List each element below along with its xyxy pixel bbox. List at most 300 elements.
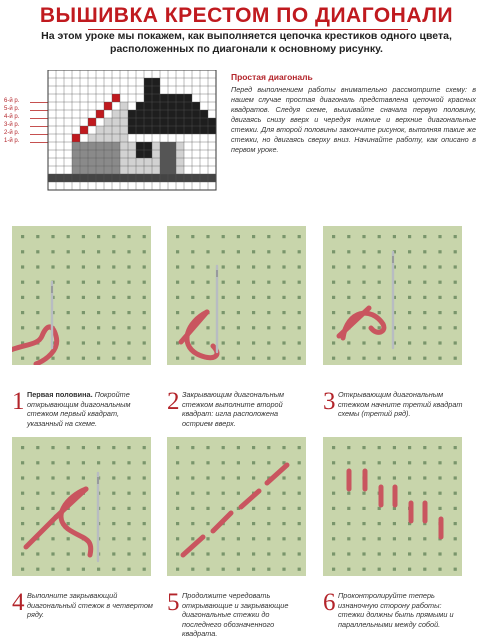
fabric-hole (408, 461, 411, 464)
fabric-hole (298, 326, 301, 329)
fabric-hole (222, 311, 225, 314)
fabric-hole (438, 492, 441, 495)
wall-cell (80, 150, 88, 158)
wall-light-cell (136, 166, 144, 174)
step-1-heading: Первая половина. (27, 390, 93, 399)
door-cell (160, 166, 168, 174)
fabric-hole (143, 507, 146, 510)
fabric-hole (21, 461, 24, 464)
wall-cell (80, 158, 88, 166)
fabric-hole (378, 537, 381, 540)
fabric-hole (222, 537, 225, 540)
roof-cell (160, 110, 168, 118)
wall-light-cell (128, 158, 136, 166)
fabric-hole (21, 476, 24, 479)
fabric-hole (21, 446, 24, 449)
fabric-hole (267, 461, 270, 464)
fabric-hole (237, 357, 240, 360)
fabric-hole (222, 568, 225, 571)
row-label-3: 3-й р. (4, 122, 20, 128)
fabric-hole (378, 235, 381, 238)
fabric-hole (347, 311, 350, 314)
fabric-hole (282, 492, 285, 495)
fabric-hole (237, 250, 240, 253)
roof-light-cell (120, 126, 128, 134)
fabric-hole (21, 568, 24, 571)
fabric-hole (206, 265, 209, 268)
wall-light-cell (120, 158, 128, 166)
fabric-hole (362, 250, 365, 253)
fabric-hole (67, 250, 70, 253)
fabric-hole (252, 507, 255, 510)
roof-cell (208, 118, 216, 126)
fabric-hole (82, 552, 85, 555)
fabric-hole (176, 235, 179, 238)
fabric-hole (454, 537, 457, 540)
diagonal-cell (96, 110, 104, 118)
fabric-hole (36, 552, 39, 555)
fabric-hole (423, 341, 426, 344)
fabric-hole (127, 265, 130, 268)
fabric-hole (267, 235, 270, 238)
fabric-hole (298, 476, 301, 479)
roof-cell (176, 102, 184, 110)
fabric-hole (36, 357, 39, 360)
fabric-hole (191, 357, 194, 360)
wall-light-cell (128, 142, 136, 150)
step-2-caption (182, 390, 308, 428)
fabric-hole (82, 296, 85, 299)
fabric-hole (191, 552, 194, 555)
fabric-hole (222, 265, 225, 268)
fabric-hole (267, 446, 270, 449)
fabric-hole (51, 265, 54, 268)
fabric-hole (21, 235, 24, 238)
fabric-hole (21, 326, 24, 329)
fabric-hole (143, 446, 146, 449)
fabric-hole (21, 296, 24, 299)
roof-cell (144, 126, 152, 134)
fabric-hole (252, 281, 255, 284)
fabric-hole (438, 568, 441, 571)
fabric-hole (51, 235, 54, 238)
fabric-hole (206, 341, 209, 344)
fabric-hole (191, 311, 194, 314)
fabric-hole (438, 341, 441, 344)
fabric-hole (423, 461, 426, 464)
fabric-hole (127, 522, 130, 525)
fabric-hole (67, 522, 70, 525)
fabric-hole (362, 357, 365, 360)
fabric-hole (362, 568, 365, 571)
roof-cell (200, 110, 208, 118)
fabric-hole (347, 357, 350, 360)
fabric-hole (252, 568, 255, 571)
fabric-hole (423, 235, 426, 238)
fabric-hole (347, 461, 350, 464)
wall-light-cell (152, 166, 160, 174)
fabric-hole (438, 235, 441, 238)
fabric-hole (267, 341, 270, 344)
fabric-hole (21, 281, 24, 284)
fabric-hole (282, 311, 285, 314)
roof-cell (144, 102, 152, 110)
step-4-caption (27, 591, 153, 620)
chimney-cell (152, 86, 160, 94)
step-6-number: 6 (323, 589, 336, 616)
fabric-hole (267, 311, 270, 314)
fabric-hole (362, 552, 365, 555)
fabric-hole (191, 461, 194, 464)
fabric-hole (332, 296, 335, 299)
fabric-hole (67, 568, 70, 571)
fabric-hole (423, 492, 426, 495)
fabric-hole (298, 492, 301, 495)
roof-cell (136, 126, 144, 134)
fabric-hole (282, 326, 285, 329)
roof-cell (144, 110, 152, 118)
step-4-panel (12, 437, 151, 576)
fabric-hole (127, 568, 130, 571)
fabric-hole (252, 522, 255, 525)
fabric-hole (252, 357, 255, 360)
roof-cell (136, 118, 144, 126)
fabric-hole (332, 461, 335, 464)
fabric-hole (438, 281, 441, 284)
fabric-hole (112, 537, 115, 540)
fabric-hole (82, 446, 85, 449)
fabric-hole (206, 476, 209, 479)
fabric-hole (393, 552, 396, 555)
fabric-hole (332, 311, 335, 314)
fabric-hole (97, 296, 100, 299)
fabric-hole (454, 552, 457, 555)
fabric-hole (143, 492, 146, 495)
ground-cell (208, 174, 216, 182)
wall-light-cell (128, 150, 136, 158)
fabric-hole (454, 311, 457, 314)
fabric-hole (252, 326, 255, 329)
fabric-hole (36, 250, 39, 253)
fabric-hole (176, 326, 179, 329)
fabric-hole (176, 250, 179, 253)
fabric-hole (67, 446, 70, 449)
fabric-hole (454, 522, 457, 525)
fabric-hole (267, 492, 270, 495)
wall-cell (96, 142, 104, 150)
fabric-hole (143, 476, 146, 479)
fabric-hole (176, 461, 179, 464)
fabric-hole (378, 326, 381, 329)
fabric-hole (21, 311, 24, 314)
fabric-hole (267, 568, 270, 571)
fabric-hole (127, 296, 130, 299)
fabric-hole (347, 296, 350, 299)
fabric-hole (97, 357, 100, 360)
roof-cell (152, 110, 160, 118)
fabric-hole (393, 476, 396, 479)
step-1-panel (12, 226, 151, 365)
fabric-hole (176, 281, 179, 284)
roof-cell (136, 102, 144, 110)
diagonal-chart (4, 70, 217, 196)
fabric-hole (347, 235, 350, 238)
roof-cell (152, 126, 160, 134)
fabric-hole (82, 281, 85, 284)
fabric-hole (67, 537, 70, 540)
roof-cell (136, 110, 144, 118)
fabric-hole (67, 235, 70, 238)
fabric-hole (36, 311, 39, 314)
fabric-hole (82, 341, 85, 344)
fabric-hole (112, 235, 115, 238)
fabric-hole (454, 281, 457, 284)
ground-cell (136, 174, 144, 182)
fabric-hole (82, 265, 85, 268)
fabric-hole (454, 235, 457, 238)
diagonal-cell (80, 126, 88, 134)
diagonal-cell (88, 118, 96, 126)
chimney-cell (144, 86, 152, 94)
roof-cell (176, 126, 184, 134)
fabric-hole (252, 446, 255, 449)
fabric-hole (423, 281, 426, 284)
roof-cell (184, 102, 192, 110)
fabric-hole (36, 446, 39, 449)
fabric-hole (127, 461, 130, 464)
fabric-hole (222, 476, 225, 479)
fabric-hole (143, 522, 146, 525)
fabric-hole (222, 507, 225, 510)
fabric-hole (362, 492, 365, 495)
fabric-hole (378, 341, 381, 344)
wall-light-cell (136, 158, 144, 166)
fabric-hole (206, 446, 209, 449)
fabric-hole (332, 492, 335, 495)
fabric-hole (298, 461, 301, 464)
wall-cell (96, 150, 104, 158)
fabric-hole (298, 311, 301, 314)
fabric-hole (191, 446, 194, 449)
fabric-hole (191, 235, 194, 238)
stitch (267, 465, 287, 483)
door-cell (168, 158, 176, 166)
fabric-hole (36, 296, 39, 299)
step-2-illustration (167, 226, 306, 365)
fabric-hole (51, 250, 54, 253)
fabric-hole (237, 265, 240, 268)
fabric-hole (176, 552, 179, 555)
fabric-hole (82, 326, 85, 329)
fabric-hole (237, 311, 240, 314)
fabric-hole (176, 296, 179, 299)
fabric-hole (282, 296, 285, 299)
fabric-hole (438, 461, 441, 464)
fabric-hole (51, 476, 54, 479)
fabric-hole (51, 446, 54, 449)
fabric-hole (362, 507, 365, 510)
fabric-hole (127, 250, 130, 253)
fabric-hole (378, 446, 381, 449)
fabric-hole (97, 281, 100, 284)
fabric-hole (298, 552, 301, 555)
fabric-hole (112, 507, 115, 510)
fabric-hole (252, 296, 255, 299)
fabric-hole (176, 357, 179, 360)
wall-cell (96, 166, 104, 174)
fabric-hole (112, 357, 115, 360)
fabric-hole (393, 446, 396, 449)
step-6-panel (323, 437, 462, 576)
fabric-hole (222, 357, 225, 360)
fabric-hole (282, 507, 285, 510)
roof-cell (168, 102, 176, 110)
fabric-hole (438, 265, 441, 268)
ground-cell (200, 174, 208, 182)
ground-cell (128, 174, 136, 182)
fabric-hole (408, 341, 411, 344)
fabric-hole (143, 326, 146, 329)
fabric-hole (438, 250, 441, 253)
fabric-hole (378, 296, 381, 299)
step-3-panel (323, 226, 462, 365)
step-1-illustration (12, 226, 151, 365)
row-label-1: 1-й р. (4, 138, 20, 144)
fabric-hole (332, 341, 335, 344)
fabric-hole (143, 250, 146, 253)
fabric-hole (176, 311, 179, 314)
fabric-hole (67, 552, 70, 555)
roof-light-cell (112, 118, 120, 126)
fabric-hole (51, 492, 54, 495)
fabric-hole (267, 250, 270, 253)
fabric-hole (112, 311, 115, 314)
fabric-hole (298, 568, 301, 571)
fabric-hole (143, 311, 146, 314)
fabric-hole (206, 568, 209, 571)
fabric-hole (206, 281, 209, 284)
fabric-hole (423, 552, 426, 555)
fabric-hole (82, 476, 85, 479)
fabric-hole (206, 326, 209, 329)
chimney-cell (144, 94, 152, 102)
fabric-hole (408, 296, 411, 299)
wall-light-cell (176, 150, 184, 158)
wall-light-cell (152, 158, 160, 166)
fabric-hole (332, 326, 335, 329)
fabric-hole (378, 522, 381, 525)
fabric-hole (332, 281, 335, 284)
fabric-hole (191, 476, 194, 479)
window-cell (136, 142, 144, 150)
fabric-hole (332, 357, 335, 360)
fabric-hole (97, 326, 100, 329)
fabric-hole (176, 522, 179, 525)
fabric-hole (21, 357, 24, 360)
fabric-hole (438, 311, 441, 314)
fabric-hole (237, 552, 240, 555)
ground-cell (152, 174, 160, 182)
stitch (213, 513, 231, 531)
fabric-hole (112, 446, 115, 449)
ground-cell (176, 174, 184, 182)
fabric-hole (67, 357, 70, 360)
fabric-hole (143, 281, 146, 284)
fabric-hole (362, 446, 365, 449)
roof-cell (160, 102, 168, 110)
fabric-hole (252, 552, 255, 555)
fabric-hole (378, 476, 381, 479)
fabric-hole (206, 296, 209, 299)
fabric-hole (252, 341, 255, 344)
fabric-hole (282, 250, 285, 253)
fabric-hole (454, 446, 457, 449)
step-4-text: Выполните закрывающий диагональный стежок в четвертом ряду. (27, 591, 153, 619)
roof-cell (176, 118, 184, 126)
fabric-hole (191, 537, 194, 540)
fabric-hole (438, 296, 441, 299)
fabric-hole (82, 461, 85, 464)
fabric-hole (267, 296, 270, 299)
fabric-hole (267, 537, 270, 540)
fabric-hole (222, 296, 225, 299)
fabric-hole (176, 492, 179, 495)
wall-light-cell (176, 142, 184, 150)
fabric-hole (362, 281, 365, 284)
door-cell (160, 150, 168, 158)
ground-cell (144, 174, 152, 182)
fabric-hole (21, 552, 24, 555)
fabric-hole (112, 296, 115, 299)
fabric-hole (282, 537, 285, 540)
fabric-hole (143, 235, 146, 238)
window-cell (144, 142, 152, 150)
fabric-hole (298, 537, 301, 540)
fabric-hole (21, 522, 24, 525)
fabric-hole (408, 568, 411, 571)
fabric-hole (332, 507, 335, 510)
fabric-hole (51, 537, 54, 540)
wall-cell (72, 158, 80, 166)
fabric-hole (36, 507, 39, 510)
fabric-hole (282, 446, 285, 449)
fabric-hole (267, 281, 270, 284)
roof-light-cell (120, 134, 128, 142)
fabric-hole (378, 357, 381, 360)
fabric-hole (112, 461, 115, 464)
roof-light-cell (96, 126, 104, 134)
fabric-hole (267, 326, 270, 329)
ground-cell (56, 174, 64, 182)
ground-cell (120, 174, 128, 182)
roof-cell (160, 118, 168, 126)
fabric-hole (408, 235, 411, 238)
fabric-hole (82, 507, 85, 510)
fabric-hole (191, 265, 194, 268)
fabric-hole (423, 250, 426, 253)
fabric-hole (237, 537, 240, 540)
fabric-hole (298, 296, 301, 299)
wall-cell (88, 166, 96, 174)
wall-light-cell (176, 158, 184, 166)
fabric-hole (347, 492, 350, 495)
fabric-hole (191, 341, 194, 344)
fabric-hole (237, 492, 240, 495)
fabric-hole (206, 522, 209, 525)
door-cell (168, 142, 176, 150)
fabric-hole (51, 357, 54, 360)
step-1-text: Покройте открывающим диагональным стежком первый квадрат, указанный на схеме. (27, 390, 131, 428)
